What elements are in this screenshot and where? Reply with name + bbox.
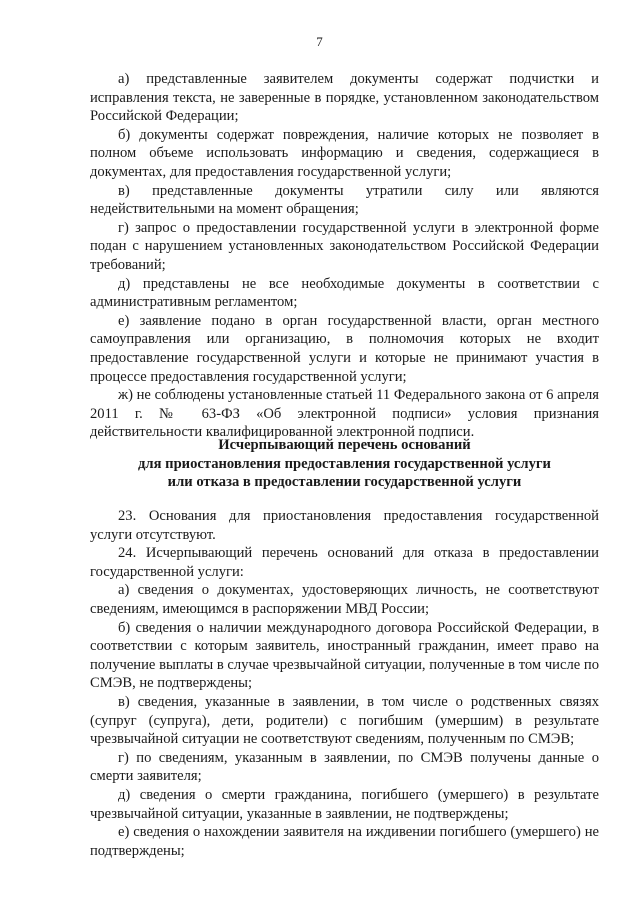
- page-number: 7: [316, 34, 323, 49]
- refusal-grounds-list: [90, 70, 599, 442]
- list-item: в) сведения, указанные в заявлении, в том числе о родственных связях (супруг (супруга), дети, родители) с погибшим (умершим) в результате чрезвычайной ситуации не соответствуют сведениям, полученным по СМЭВ;: [90, 693, 599, 748]
- list-item: в) представленные документы утратили силу или являются недействительными на момент обращения;: [90, 182, 599, 218]
- list-item: д) представлены не все необходимые документы в соответствии с административным регламентом;: [90, 275, 599, 311]
- list-item: е) сведения о нахождении заявителя на иждивении погибшего (умершего) не подтверждены;: [90, 824, 599, 859]
- list-item: е) заявление подано в орган государственной власти, орган местного самоуправления или организацию, в полномочия которых не входит предоставление государственной услуги и которые не принимают участия в процессе предоставления государственной услуги;: [90, 312, 599, 385]
- list-item: 24. Исчерпывающий перечень оснований для отказа в предоставлении государственной услуги:: [90, 545, 599, 580]
- list-item: а) сведения о документах, удостоверяющих личность, не соответствуют сведениям, имеющимся в распоряжении МВД России;: [90, 582, 599, 617]
- section-heading: [90, 436, 599, 492]
- list-item: а) представленные заявителем документы содержат подчистки и исправления текста, не заверенные в порядке, установленном законодательством Российской Федерации;: [90, 71, 599, 125]
- list-item: д) сведения о смерти гражданина, погибшего (умершего) в результате чрезвычайной ситуации, указанные в заявлении, не подтверждены;: [90, 786, 599, 822]
- suspension-refusal-list: [90, 507, 599, 860]
- list-item: б) документы содержат повреждения, наличие которых не позволяет в полном объеме использовать информацию и сведения, содержащиеся в документах, для предоставления государственной услуги;: [90, 126, 599, 180]
- heading-line: для приостановления предоставления государственной услуги: [138, 455, 551, 472]
- heading-line: или отказа в предоставлении государственной услуги: [167, 474, 522, 491]
- list-item: ж) не соблюдены установленные статьей 11 Федерального закона от 6 апреля 2011 г. № 63-ФЗ «Об электронной подписи» условия признания действительности квалифицированной электронной подписи.: [90, 387, 599, 441]
- heading-line: Исчерпывающий перечень оснований: [218, 437, 471, 453]
- list-item: б) сведения о наличии международного договора Российской Федерации, в соответствии с которым заявитель, иностранный гражданин, имеет право на получение выплаты в случае чрезвычайной ситуации, полученные в том числе по СМЭВ, не подтверждены;: [90, 619, 599, 692]
- list-item: 23. Основания для приостановления предоставления государственной услуги отсутствуют.: [90, 508, 599, 543]
- list-item: г) запрос о предоставлении государственной услуги в электронной форме подан с нарушением установленных законодательством Российской Федерации требований;: [90, 219, 599, 273]
- list-item: г) по сведениям, указанным в заявлении, по СМЭВ получены данные о смерти заявителя;: [90, 749, 599, 785]
